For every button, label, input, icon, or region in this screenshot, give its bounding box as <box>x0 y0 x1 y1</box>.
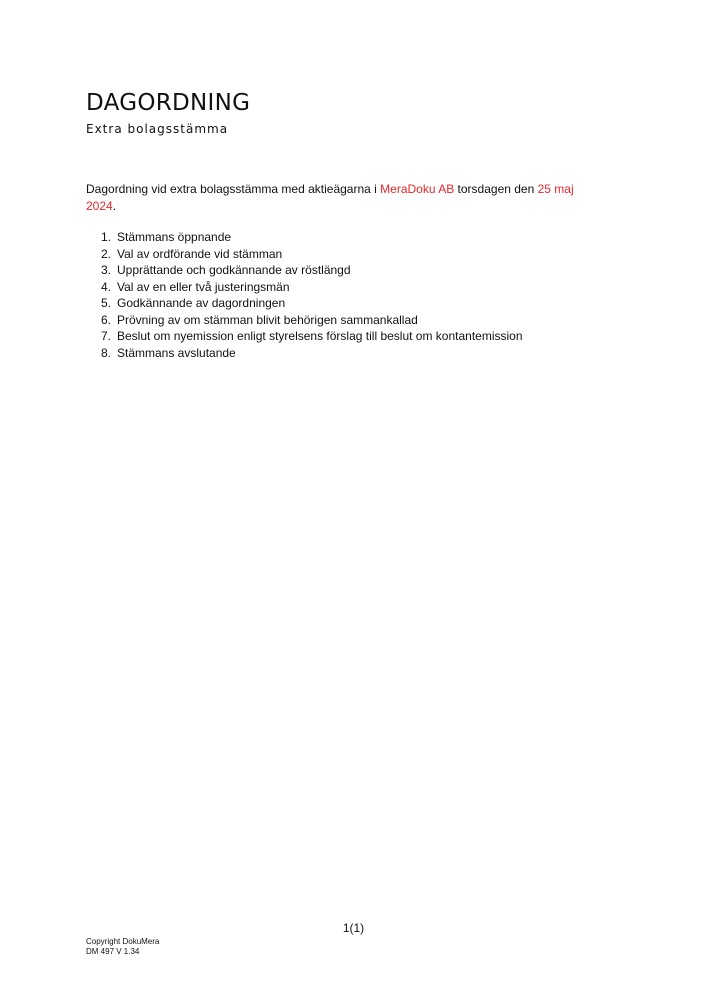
meeting-date-year: 2024 <box>86 199 113 213</box>
agenda-item <box>86 246 606 263</box>
page-number: 1(1) <box>342 921 365 935</box>
intro-text-end: . <box>112 199 117 213</box>
agenda-item-text: Val av en eller två justeringsmän <box>117 279 290 294</box>
agenda-item-text: Prövning av om stämman blivit behörigen sammankallad <box>117 312 418 327</box>
agenda-item-text: Stämmans avslutande <box>117 345 236 360</box>
agenda-item-number: 4. <box>100 279 111 294</box>
agenda-item <box>86 328 606 345</box>
agenda-item <box>86 279 606 296</box>
agenda-item-number: 5. <box>100 296 111 310</box>
footer <box>86 937 159 957</box>
agenda-item <box>86 229 606 246</box>
agenda-item-text: Stämmans öppnande <box>117 230 232 244</box>
agenda-item-number: 7. <box>100 329 111 343</box>
agenda-list <box>86 229 606 361</box>
copyright-text: Copyright DokuMera <box>86 937 160 946</box>
agenda-item-number: 1. <box>100 230 111 244</box>
company-name: MeraDoku AB <box>380 182 455 196</box>
document-title: DAGORDNING <box>86 90 251 116</box>
agenda-item-text: Upprättande och godkännande av röstlängd <box>117 263 351 277</box>
agenda-item-number: 2. <box>100 246 111 261</box>
document-version: DM 497 V 1.34 <box>86 947 140 956</box>
agenda-item <box>86 345 606 362</box>
agenda-item-number: 8. <box>100 345 111 360</box>
agenda-item-text: Beslut om nyemission enligt styrelsens förslag till beslut om kontantemission <box>117 329 523 343</box>
agenda-item <box>86 312 606 329</box>
intro-text-start: Dagordning vid extra bolagsstämma med aktieägarna i <box>86 182 381 196</box>
agenda-item-number: 6. <box>100 312 111 327</box>
intro-text-middle: torsdagen den <box>454 182 538 196</box>
meeting-date-day: 25 maj <box>537 182 574 196</box>
document-subtitle: Extra bolagsstämma <box>86 122 229 136</box>
agenda-item <box>86 262 606 279</box>
intro-paragraph <box>86 181 606 215</box>
agenda-item-number: 3. <box>100 263 111 277</box>
agenda-item-text: Godkännande av dagordningen <box>117 296 286 310</box>
agenda-item <box>86 295 606 312</box>
agenda-item-text: Val av ordförande vid stämman <box>117 246 283 261</box>
